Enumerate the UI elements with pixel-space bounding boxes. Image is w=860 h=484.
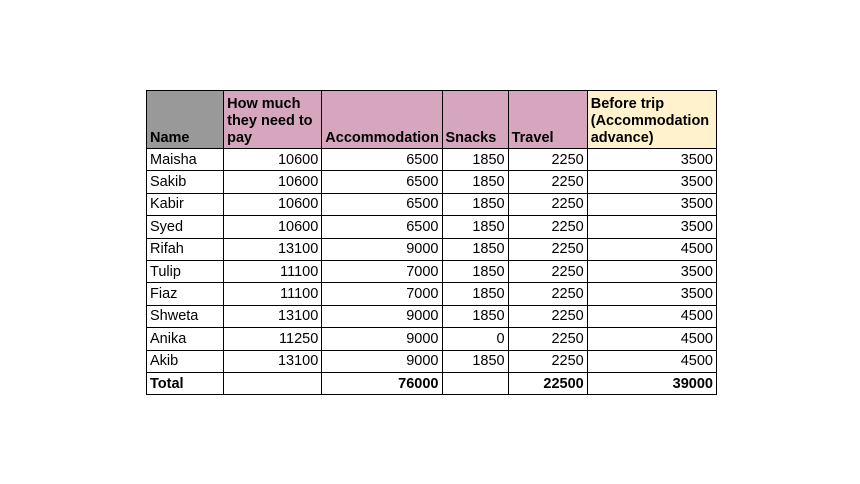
- cell-name: Fiaz: [147, 283, 224, 305]
- cell-travel: 2250: [508, 238, 587, 260]
- cell-name: Maisha: [147, 149, 224, 171]
- table-row: [147, 328, 717, 350]
- total-before-trip: 39000: [587, 372, 716, 394]
- header-name: Name: [147, 91, 224, 149]
- cell-accommodation: 9000: [322, 305, 442, 327]
- cell-amount-due: 13100: [224, 238, 322, 260]
- cell-accommodation: 9000: [322, 350, 442, 372]
- cell-amount-due: 13100: [224, 305, 322, 327]
- cell-name: Akib: [147, 350, 224, 372]
- cell-before-trip: 3500: [587, 283, 716, 305]
- cell-before-trip: 3500: [587, 216, 716, 238]
- cell-travel: 2250: [508, 328, 587, 350]
- cell-travel: 2250: [508, 149, 587, 171]
- total-label: Total: [147, 372, 224, 394]
- table-row: [147, 238, 717, 260]
- cell-travel: 2250: [508, 216, 587, 238]
- table-row: [147, 283, 717, 305]
- cell-travel: 2250: [508, 171, 587, 193]
- cell-amount-due: 11100: [224, 260, 322, 282]
- total-accommodation: 76000: [322, 372, 442, 394]
- cell-amount-due: 10600: [224, 216, 322, 238]
- cell-accommodation: 6500: [322, 216, 442, 238]
- header-travel: Travel: [508, 91, 587, 149]
- cell-travel: 2250: [508, 350, 587, 372]
- header-snacks: Snacks: [442, 91, 508, 149]
- cell-accommodation: 7000: [322, 283, 442, 305]
- header-amount-due: How much they need to pay: [224, 91, 322, 149]
- cell-accommodation: 6500: [322, 171, 442, 193]
- cell-travel: 2250: [508, 283, 587, 305]
- cell-name: Anika: [147, 328, 224, 350]
- table-row: [147, 260, 717, 282]
- cell-travel: 2250: [508, 193, 587, 215]
- total-snacks: [442, 372, 508, 394]
- total-travel: 22500: [508, 372, 587, 394]
- table-row: [147, 350, 717, 372]
- cell-name: Sakib: [147, 171, 224, 193]
- cell-before-trip: 4500: [587, 305, 716, 327]
- cell-accommodation: 9000: [322, 328, 442, 350]
- table-row: [147, 149, 717, 171]
- cell-name: Tulip: [147, 260, 224, 282]
- table-row: [147, 193, 717, 215]
- expense-table: [146, 90, 717, 395]
- cell-amount-due: 11100: [224, 283, 322, 305]
- cell-before-trip: 3500: [587, 260, 716, 282]
- total-amount-due: [224, 372, 322, 394]
- cell-before-trip: 4500: [587, 328, 716, 350]
- cell-accommodation: 9000: [322, 238, 442, 260]
- cell-snacks: 1850: [442, 305, 508, 327]
- cell-amount-due: 10600: [224, 193, 322, 215]
- cell-snacks: 1850: [442, 149, 508, 171]
- cell-name: Rifah: [147, 238, 224, 260]
- table-row: [147, 305, 717, 327]
- cell-snacks: 0: [442, 328, 508, 350]
- cell-amount-due: 10600: [224, 149, 322, 171]
- cell-snacks: 1850: [442, 216, 508, 238]
- table-row: [147, 216, 717, 238]
- cell-snacks: 1850: [442, 238, 508, 260]
- cell-snacks: 1850: [442, 350, 508, 372]
- cell-amount-due: 10600: [224, 171, 322, 193]
- cell-snacks: 1850: [442, 260, 508, 282]
- cell-accommodation: 6500: [322, 193, 442, 215]
- cell-name: Kabir: [147, 193, 224, 215]
- cell-amount-due: 13100: [224, 350, 322, 372]
- cell-accommodation: 7000: [322, 260, 442, 282]
- cell-snacks: 1850: [442, 193, 508, 215]
- cell-snacks: 1850: [442, 283, 508, 305]
- cell-name: Shweta: [147, 305, 224, 327]
- cell-amount-due: 11250: [224, 328, 322, 350]
- cell-before-trip: 4500: [587, 238, 716, 260]
- cell-before-trip: 3500: [587, 171, 716, 193]
- header-before-trip: Before trip (Accommodation advance): [587, 91, 716, 149]
- cell-before-trip: 3500: [587, 193, 716, 215]
- cell-snacks: 1850: [442, 171, 508, 193]
- cell-travel: 2250: [508, 305, 587, 327]
- cell-before-trip: 4500: [587, 350, 716, 372]
- total-row: [147, 372, 717, 394]
- header-row: [147, 91, 717, 149]
- header-accommodation: Accommodation: [322, 91, 442, 149]
- cell-accommodation: 6500: [322, 149, 442, 171]
- table-row: [147, 171, 717, 193]
- cell-before-trip: 3500: [587, 149, 716, 171]
- cell-name: Syed: [147, 216, 224, 238]
- cell-travel: 2250: [508, 260, 587, 282]
